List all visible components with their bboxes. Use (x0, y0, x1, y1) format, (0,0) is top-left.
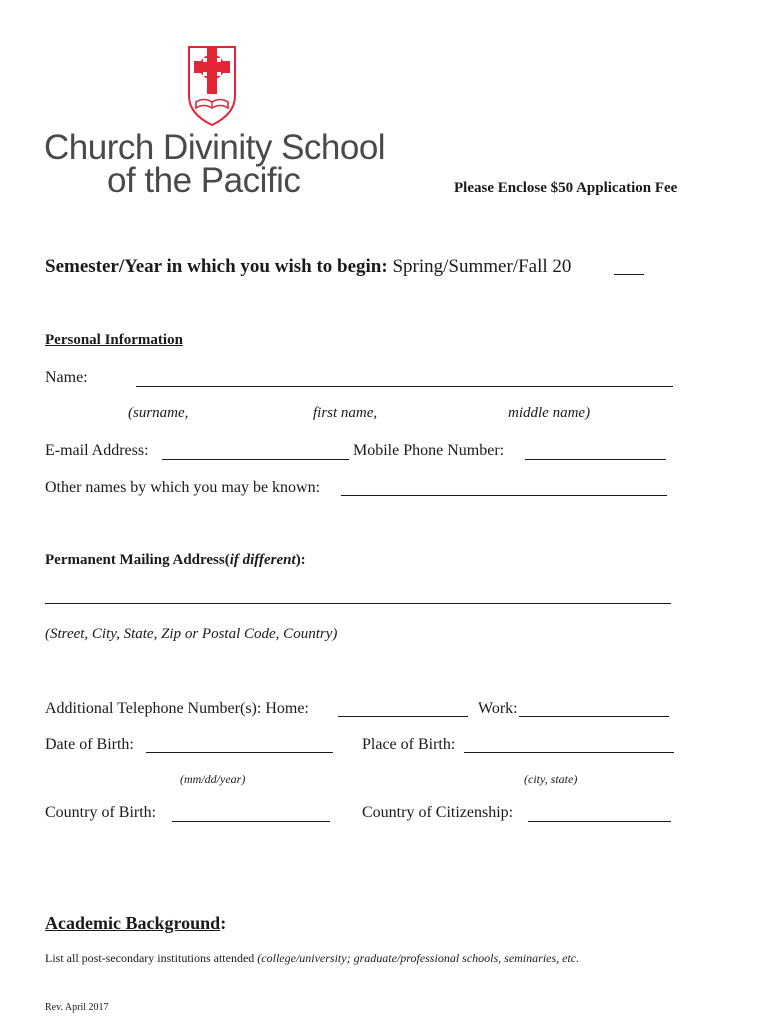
school-name-line-2: of the Pacific (107, 161, 301, 200)
dob-field[interactable] (146, 752, 333, 753)
academic-heading (45, 913, 226, 934)
mobile-label: Mobile Phone Number: (353, 442, 505, 459)
dob-hint: (mm/dd/year) (180, 772, 246, 786)
academic-heading-colon: : (220, 913, 227, 933)
name-field[interactable] (136, 386, 673, 387)
school-name-line-1: Church Divinity School (44, 128, 386, 167)
crest-icon (186, 44, 238, 128)
mobile-field[interactable] (525, 459, 666, 460)
other-names-label: Other names by which you may be known: (45, 479, 321, 496)
academic-instruction (45, 951, 579, 966)
mailing-heading-prefix: Permanent Mailing Address( (45, 552, 230, 568)
dob-label: Date of Birth: (45, 736, 134, 753)
semester-label: Semester/Year in which you wish to begin: (45, 256, 388, 277)
work-phone-field[interactable] (519, 716, 669, 717)
work-phone-label: Work: (478, 700, 518, 717)
semester-row (45, 256, 571, 278)
semester-year-blank[interactable] (614, 274, 644, 275)
semester-options: Spring/Summer/Fall 20 (392, 256, 572, 277)
pob-field[interactable] (464, 752, 674, 753)
mailing-heading-italic: if different (229, 552, 296, 568)
name-hint-middle: middle name) (508, 405, 591, 421)
personal-info-heading: Personal Information (45, 332, 183, 348)
pob-hint: (city, state) (524, 772, 578, 786)
citizenship-label: Country of Citizenship: (362, 804, 514, 821)
email-field[interactable] (162, 459, 349, 460)
mailing-address-field[interactable] (45, 603, 671, 604)
citizenship-field[interactable] (528, 821, 671, 822)
revision-note: Rev. April 2017 (45, 1002, 109, 1013)
academic-instruction-italic: (college/university; graduate/professional schools, seminaries, etc. (257, 951, 580, 965)
country-birth-field[interactable] (172, 821, 330, 822)
fee-notice: Please Enclose $50 Application Fee (454, 180, 678, 196)
home-phone-field[interactable] (338, 716, 468, 717)
other-names-field[interactable] (341, 495, 667, 496)
mailing-address-hint: (Street, City, State, Zip or Postal Code, Country) (45, 626, 338, 642)
name-hint-first: first name, (313, 405, 378, 421)
name-label: Name: (45, 369, 88, 386)
country-birth-label: Country of Birth: (45, 804, 157, 821)
school-crest-logo (186, 44, 238, 128)
mailing-heading-suffix: ): (295, 552, 306, 568)
academic-instruction-text: List all post-secondary institutions attended (45, 951, 258, 965)
pob-label: Place of Birth: (362, 736, 456, 753)
email-label: E-mail Address: (45, 442, 149, 459)
mailing-heading (45, 552, 306, 569)
name-hint-surname: (surname, (128, 405, 189, 421)
academic-heading-text: Academic Background (45, 913, 221, 933)
additional-phone-label: Additional Telephone Number(s): Home: (45, 700, 309, 717)
